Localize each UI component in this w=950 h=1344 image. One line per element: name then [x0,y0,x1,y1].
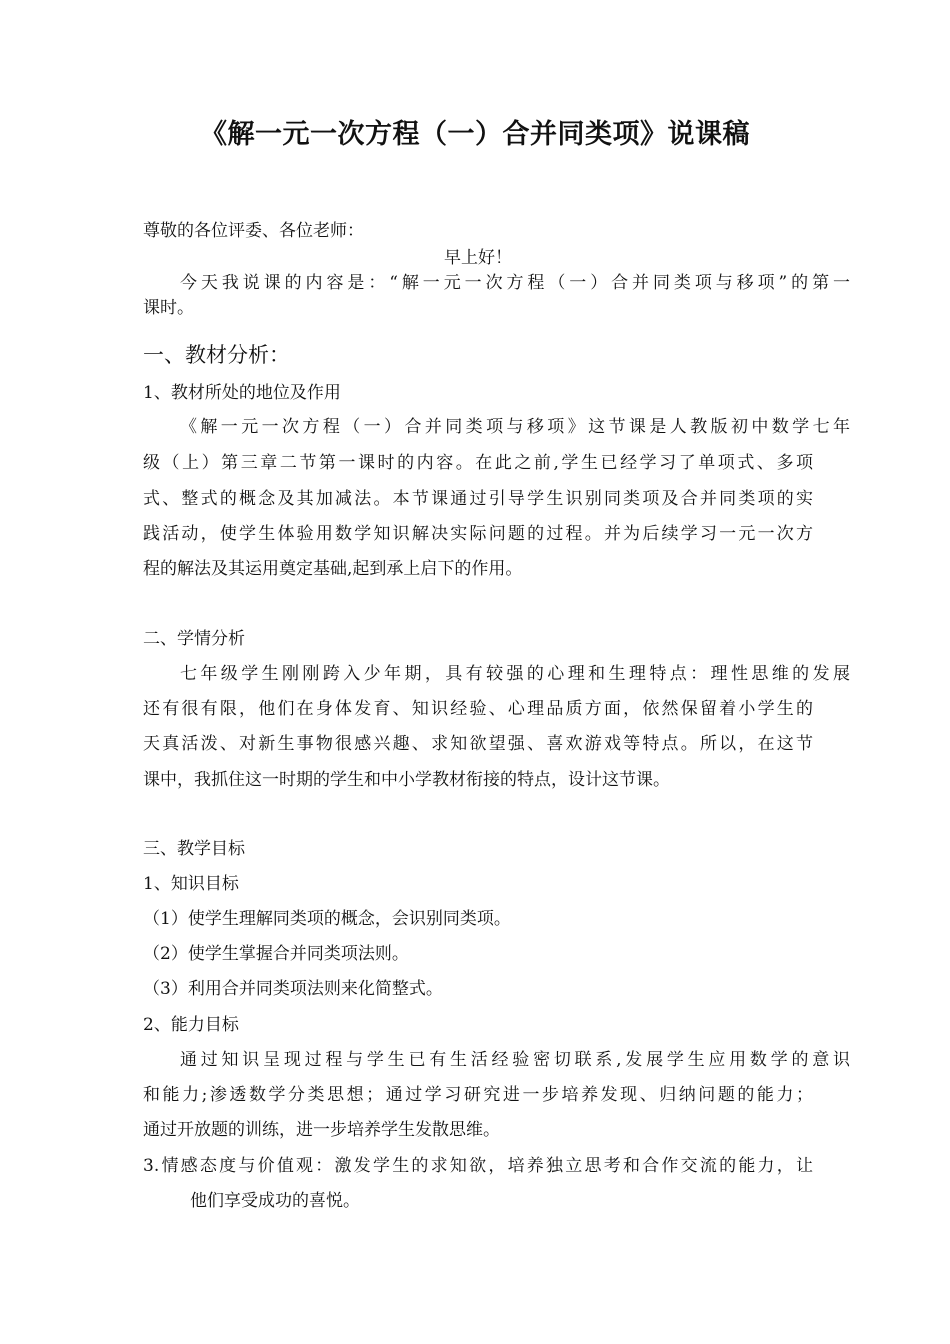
section-3-subheading-2: 2、能力目标 [143,1015,239,1035]
section-3-subheading-1: 1、知识目标 [143,874,239,894]
attitude-line-1: 3.情感态度与价值观：激发学生的求知欲，培养独立思考和合作交流的能力，让 [143,1156,813,1176]
section-1-para-line-4: 践活动，使学生体验用数学知识解决实际问题的过程。并为后续学习一元一次方 [143,524,813,544]
section-3-heading: 三、教学目标 [143,839,245,859]
section-1-para-line-1: 《解一元一次方程（一）合并同类项与移项》这节课是人教版初中数学七年 [180,417,850,437]
intro-line-1: 今天我说课的内容是：“解一元一次方程（一）合并同类项与移项”的第一 [180,273,850,293]
ability-para-line-2: 和能力;渗透数学分类思想；通过学习研究进一步培养发现、归纳问题的能力； [143,1085,813,1105]
objective-item-2: （2）使学生掌握合并同类项法则。 [143,944,409,964]
greeting: 早上好！ [444,248,512,268]
section-1-para-line-2: 级（上）第三章二节第一课时的内容。在此之前,学生已经学习了单项式、多项 [143,453,813,473]
intro-line-2: 课时。 [143,298,194,318]
section-2-heading: 二、学情分析 [143,629,245,649]
ability-para-line-1: 通过知识呈现过程与学生已有生活经验密切联系,发展学生应用数学的意识 [180,1050,850,1070]
objective-item-3: （3）利用合并同类项法则来化简整式。 [143,979,443,999]
section-1-subheading: 1、教材所处的地位及作用 [143,383,341,403]
section-2-para-line-4: 课中，我抓住这一时期的学生和中小学教材衔接的特点，设计这节课。 [143,770,670,790]
section-1-para-line-3: 式、整式的概念及其加减法。本节课通过引导学生识别同类项及合并同类项的实 [143,489,813,509]
document-title: 《解一元一次方程（一）合并同类项》说课稿 [200,119,750,150]
attitude-line-2: 他们享受成功的喜悦。 [190,1191,360,1211]
section-1-heading: 一、教材分析： [143,343,290,367]
section-2-para-line-3: 天真活泼、对新生事物很感兴趣、求知欲望强、喜欢游戏等特点。所以，在这节 [143,734,813,754]
salutation: 尊敬的各位评委、各位老师： [143,221,364,241]
ability-para-line-3: 通过开放题的训练，进一步培养学生发散思维。 [143,1120,500,1140]
objective-item-1: （1）使学生理解同类项的概念，会识别同类项。 [143,909,511,929]
section-2-para-line-2: 还有很有限，他们在身体发育、知识经验、心理品质方面，依然保留着小学生的 [143,699,813,719]
section-2-para-line-1: 七年级学生刚刚跨入少年期，具有较强的心理和生理特点：理性思维的发展 [180,664,850,684]
section-1-para-line-5: 程的解法及其运用奠定基础,起到承上启下的作用。 [143,559,523,579]
